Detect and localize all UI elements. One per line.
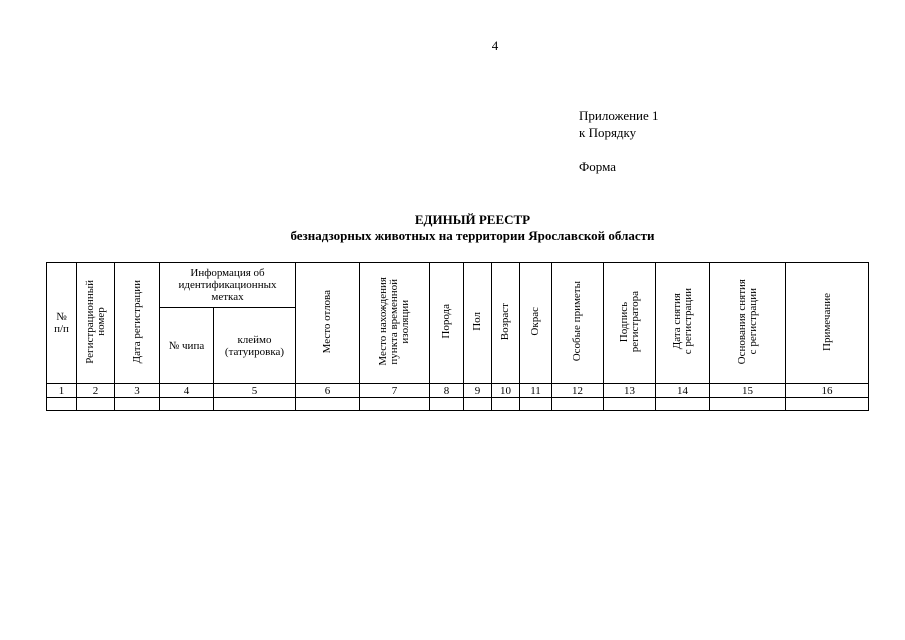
empty-cell [430, 398, 464, 411]
header-col-9 [464, 263, 492, 384]
header-col-8-text: Порода [440, 304, 452, 339]
empty-cell [296, 398, 360, 411]
header-col-2 [77, 263, 115, 384]
header-col-10 [492, 263, 520, 384]
header-col-13 [604, 263, 656, 384]
empty-data-row [47, 398, 869, 411]
empty-cell [656, 398, 710, 411]
header-col-7 [360, 263, 430, 384]
header-col-9-text: Пол [471, 312, 483, 331]
header-col-15-text: Основания снятия с регистрации [735, 278, 759, 365]
column-number: 14 [656, 384, 710, 398]
header-col-6-text: Место отлова [321, 289, 333, 354]
appendix-line-1: Приложение 1 [579, 108, 659, 123]
empty-cell [604, 398, 656, 411]
header-col-4: № чипа [160, 308, 214, 384]
empty-cell [552, 398, 604, 411]
header-col-13-text: Подпись регистратора [617, 290, 641, 353]
empty-cell [214, 398, 296, 411]
header-col-1: № п/п [47, 263, 77, 384]
registry-table [46, 262, 869, 411]
form-label: Форма [579, 159, 616, 174]
title-line-2: безнадзорных животных на территории Ярославской области [290, 228, 655, 243]
column-number: 4 [160, 384, 214, 398]
empty-cell [77, 398, 115, 411]
column-number-row [47, 384, 869, 398]
appendix-gap [579, 141, 659, 158]
empty-cell [360, 398, 430, 411]
column-number: 3 [115, 384, 160, 398]
header-col-15 [710, 263, 786, 384]
column-number: 8 [430, 384, 464, 398]
column-number: 10 [492, 384, 520, 398]
header-col-12-text: Особые приметы [571, 281, 583, 362]
column-number: 9 [464, 384, 492, 398]
header-col-14-text: Дата снятия с регистрации [670, 288, 694, 355]
header-col-8 [430, 263, 464, 384]
header-col-16 [786, 263, 869, 384]
header-col-14 [656, 263, 710, 384]
appendix-line-2: к Порядку [579, 125, 637, 140]
empty-cell [786, 398, 869, 411]
appendix-block [579, 107, 659, 175]
header-col-16-text: Примечание [820, 292, 833, 351]
column-number: 16 [786, 384, 869, 398]
header-col-11 [520, 263, 552, 384]
empty-cell [492, 398, 520, 411]
column-number: 6 [296, 384, 360, 398]
column-number: 2 [77, 384, 115, 398]
header-row-1 [47, 263, 869, 308]
header-col-6 [296, 263, 360, 384]
empty-cell [464, 398, 492, 411]
column-number: 1 [47, 384, 77, 398]
column-number: 11 [520, 384, 552, 398]
header-col-11-text: Окрас [529, 307, 541, 336]
page-number: 4 [491, 38, 499, 53]
header-col-3 [115, 263, 160, 384]
empty-cell [710, 398, 786, 411]
header-col-7-text: Место нахождения пункта временной изоляции [377, 277, 411, 366]
header-col-2-text: Регистрационный номер [83, 279, 107, 364]
header-col-3-text: Дата регистрации [130, 279, 143, 364]
document-title [0, 212, 905, 244]
header-col-5: клеймо (татуировка) [214, 308, 296, 384]
header-col-10-text: Возраст [499, 302, 511, 341]
empty-cell [115, 398, 160, 411]
empty-cell [520, 398, 552, 411]
title-line-1: ЕДИНЫЙ РЕЕСТР [414, 212, 531, 227]
header-identification-group: Информация об идентификационных метках [160, 263, 296, 308]
column-number: 13 [604, 384, 656, 398]
column-number: 7 [360, 384, 430, 398]
column-number: 5 [214, 384, 296, 398]
empty-cell [160, 398, 214, 411]
column-number: 15 [710, 384, 786, 398]
empty-cell [47, 398, 77, 411]
column-number: 12 [552, 384, 604, 398]
header-col-12 [552, 263, 604, 384]
